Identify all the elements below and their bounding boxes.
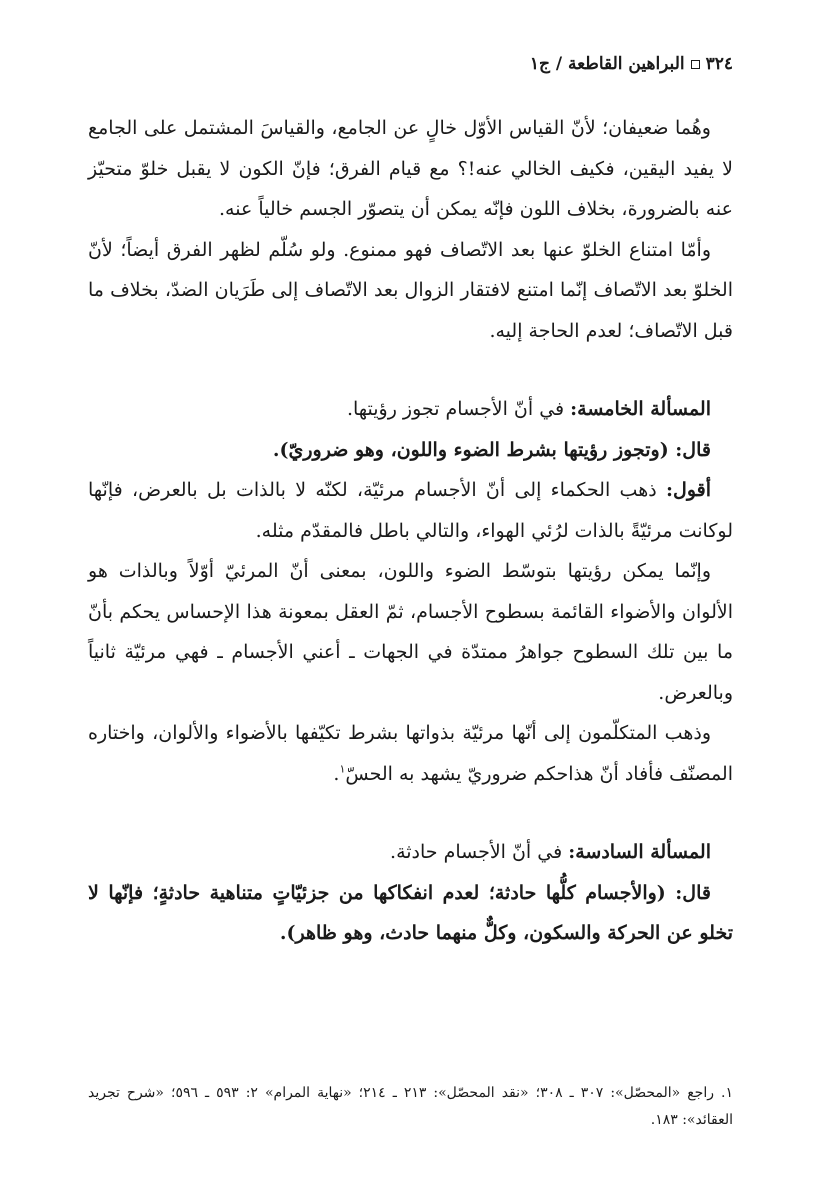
qal-text: (والأجسام كلُّها حادثة؛ لعدم انفكاكها من جزئيّاتٍ متناهية حادثةٍ؛ فإنّها لا تخلو عن الحركة والسكون، وكلٌّ منهما حادث، وهو ظاهر). (88, 881, 733, 944)
question-5-paragraph-3-text: وذهب المتكلّمون إلى أنّها مرئيّة بذواتها بشرط تكيّفها بالأضواء والألوان، واختاره المصنّف فأفاد أنّ هذاحكم ضروريّ يشهد به الحسّ (88, 722, 733, 785)
question-6-heading (88, 832, 733, 873)
footnotes (88, 1080, 733, 1134)
footnote-marker[interactable]: ١ (339, 762, 346, 776)
page-number: ٣٢٤ (705, 54, 733, 74)
running-header (530, 54, 733, 74)
question-5-title: في أنّ الأجسام تجوز رؤيتها. (346, 398, 571, 420)
qal-text: (وتجوز رؤيتها بشرط الضوء واللون، وهو ضروريّ). (272, 438, 676, 461)
book-title: البراهين القاطعة / ج١ (529, 54, 685, 74)
question-5-paragraph-2: وإنّما يمكن رؤيتها بتوسّط الضوء واللون، بمعنى أنّ المرئيّ أوّلاً وبالذات هو الألوان والأضواء القائمة بسطوح الأجسام، ثمّ العقل بمعونة هذا الإحساس يحكم بأنّ ما بين تلك السطوح جواهرُ ممتدّة في الجهات ـ أعني الأجسام ـ فهي مرئيّة ثانياً وبالعرض. (88, 560, 733, 704)
question-5-paragraph-3-end: . (333, 762, 340, 785)
square-separator-icon (691, 60, 700, 69)
paragraph-2: وأمّا امتناع الخلوّ عنها بعد الاتّصاف فهو ممنوع. ولو سُلّم لظهر الفرق أيضاً؛ لأنّ الخلوّ بعد الاتّصاف إنّما امتنع لافتقار الزوال بعد الاتّصاف إلى طَرَيان الضدّ، بخلاف ما قبل الاتّصاف؛ لعدم الحاجة إليه. (88, 238, 733, 342)
question-5-aqul (88, 470, 733, 551)
question-6-qal (88, 873, 733, 954)
question-5-qal (88, 430, 733, 471)
footnote-1: ١. راجع «المحصّل»: ٣٠٧ ـ ٣٠٨؛ «نقد المحصّل»: ٢١٣ ـ ٢١٤؛ «نهاية المرام» ٢: ٥٩٣ ـ ٥٩٦؛ «شرح تجريد العقائد»: ١٨٣. (88, 1085, 733, 1128)
aqul-text: ذهب الحكماء إلى أنّ الأجسام مرئيّة، لكنّه لا بالذات بل بالعرض، فإنّها لوكانت مرئيّةً بالذات لرُئي الهواء، والتالي باطل فالمقدّم مثله. (88, 479, 733, 542)
aqul-label: أقول: (666, 479, 711, 501)
question-5-label: المسألة الخامسة: (570, 398, 711, 420)
paragraph-1: وهُما ضعيفان؛ لأنّ القياس الأوّل خالٍ عن الجامع، والقياسَ المشتمل على الجامع لا يفيد اليقين، فكيف الخالي عنه!؟ مع قيام الفرق؛ فإنّ الكون لا يقبل خلوّ متحيّز عنه بالضرورة، بخلاف اللون فإنّه يمكن أن يتصوّر الجسم خالياً عنه. (88, 117, 733, 220)
question-5-heading (88, 389, 733, 430)
question-5-paragraph-3 (88, 713, 733, 794)
main-text (88, 108, 733, 954)
qal-label: قال: (675, 881, 711, 904)
qal-label: قال: (675, 438, 711, 461)
question-6-title: في أنّ الأجسام حادثة. (390, 841, 569, 863)
question-6-label: المسألة السادسة: (568, 841, 711, 863)
